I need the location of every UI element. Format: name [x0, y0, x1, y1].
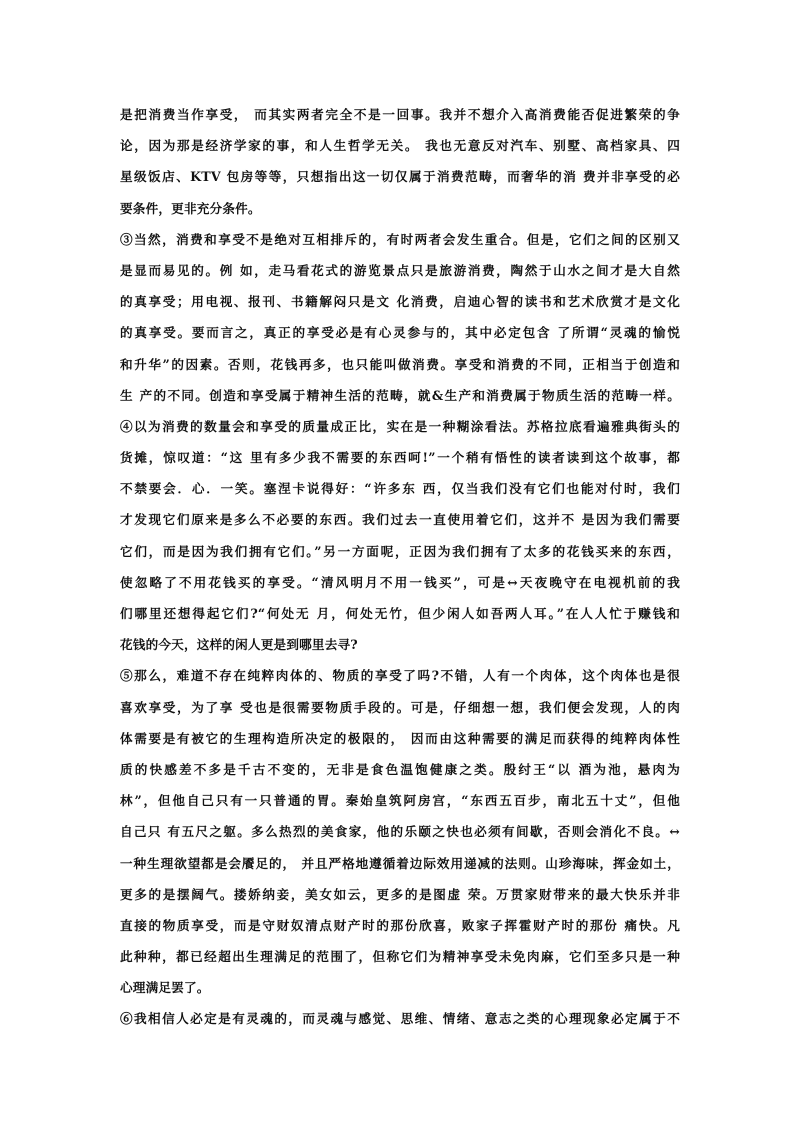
text-line: ⑥我相信人必定是有灵魂的，而灵魂与感觉、思维、情绪、意志之类的心理现象必定属于不 [120, 1011, 680, 1027]
text-line: 更多的是摆阔气。搂娇纳妾，美女如云，更多的是图虚 荣。万贯家财带来的最大快乐并非 [120, 886, 680, 902]
text-line: 是把消费当作享受， 而其实两者完全不是一回事。我并不想介入高消费能否促进繁荣的争 [120, 107, 680, 122]
text-line: 体需要是有被它的生理构造所决定的极限的， 因而由这种需要的满足而获得的纯粹肉体性 [120, 730, 680, 746]
text-line: ③当然，消费和享受不是绝对互相排斥的，有时两者会发生重合。但是，它们之间的区别又 [120, 231, 680, 247]
text-line: 的真享受。要而言之，真正的享受必是有心灵参与的，其中必定包含 了所谓“灵魂的愉悦 [120, 325, 680, 341]
text-line: 直接的物质享受，而是守财奴清点财产时的那份欣喜，败家子挥霍财产时的那份 痛快。凡 [120, 917, 680, 933]
text-line: 此种种，都已经超出生理满足的范围了，但称它们为精神享受未免肉麻，它们至多只是一种 [120, 949, 680, 965]
text-line: 们哪里还想得起它们?“何处无 月，何处无竹，但少闲人如吾两人耳。”在人人忙于赚钱和 [120, 606, 680, 621]
text-line: 要条件，更非充分条件。 [120, 200, 261, 216]
text-line: 质的快感差不多是千古不变的，无非是食色温饱健康之类。殷纣王“以 酒为池，悬肉为 [120, 761, 680, 777]
document-page [120, 99, 680, 1035]
text-line: 生 产的不同。创造和享受属于精神生活的范畴，就&生产和消费属于物质生活的范畴一样。 [120, 387, 680, 403]
text-line: 的真享受；用电视、报刊、书籍解闷只是文 化消费，启迪心智的读书和艺术欣赏才是文化 [120, 294, 680, 310]
text-line: 一种生理欲望都是会餍足的， 并且严格地遵循着边际效用递减的法则。山珍海味，挥金如土， [120, 855, 680, 871]
text-line: 自己只 有五尺之躯。多么热烈的美食家，他的乐颐之快也必须有间歇，否则会消化不良。↔ [120, 824, 680, 840]
text-line: 才发现它们原来是多么不必要的东西。我们过去一直使用着它们，这并不 是因为我们需要 [120, 512, 680, 528]
text-line: 使忽略了不用花钱买的享受。“清风明月不用一钱买”，可是↔天夜晚守在电视机前的我 [120, 574, 680, 590]
text-line: 星级饭店、KTV 包房等等，只想指出这一切仅属于消费范畴，而奢华的消 费并非享受的必 [120, 169, 680, 185]
text-line: 喜欢享受，为了享 受也是很需要物质手段的。可是，仔细想一想，我们便会发现，人的肉 [120, 699, 680, 715]
text-line: 货摊，惊叹道：“这 里有多少我不需要的东西呵!”一个稍有悟性的读者读到这个故事，都 [120, 450, 680, 466]
text-line: 论，因为那是经济学家的事，和人生哲学无关。 我也无意反对汽车、别墅、高档家具、四 [120, 138, 680, 154]
text-line: 花钱的今天，这样的闲人更是到哪里去寻? [120, 637, 358, 653]
text-line: ⑤那么，难道不存在纯粹肉体的、物质的享受了吗?不错，人有一个肉体，这个肉体也是很 [120, 668, 680, 684]
text-line: 林”，但他自己只有一只普通的胃。秦始皇筑阿房宫，“东西五百步，南北五十丈”，但他 [120, 793, 680, 809]
text-line: 心理满足罢了。 [120, 980, 210, 996]
text-line: 是显而易见的。例 如，走马看花式的游览景点只是旅游消费，陶然于山水之间才是大自然 [120, 262, 680, 278]
text-line: 不禁要会．心．一笑。塞涅卡说得好：“许多东 西，仅当我们没有它们也能对付时，我们 [120, 481, 680, 497]
text-line: 和升华”的因素。否则，花钱再多，也只能叫做消费。享受和消费的不同，正相当于创造和 [120, 356, 680, 372]
text-line: ④以为消费的数量会和享受的质量成正比，实在是一种糊涂看法。苏格拉底看遍雅典街头的 [120, 418, 680, 434]
text-line: 它们，而是因为我们拥有它们。”另一方面呢，正因为我们拥有了太多的花钱买来的东西， [120, 543, 680, 559]
